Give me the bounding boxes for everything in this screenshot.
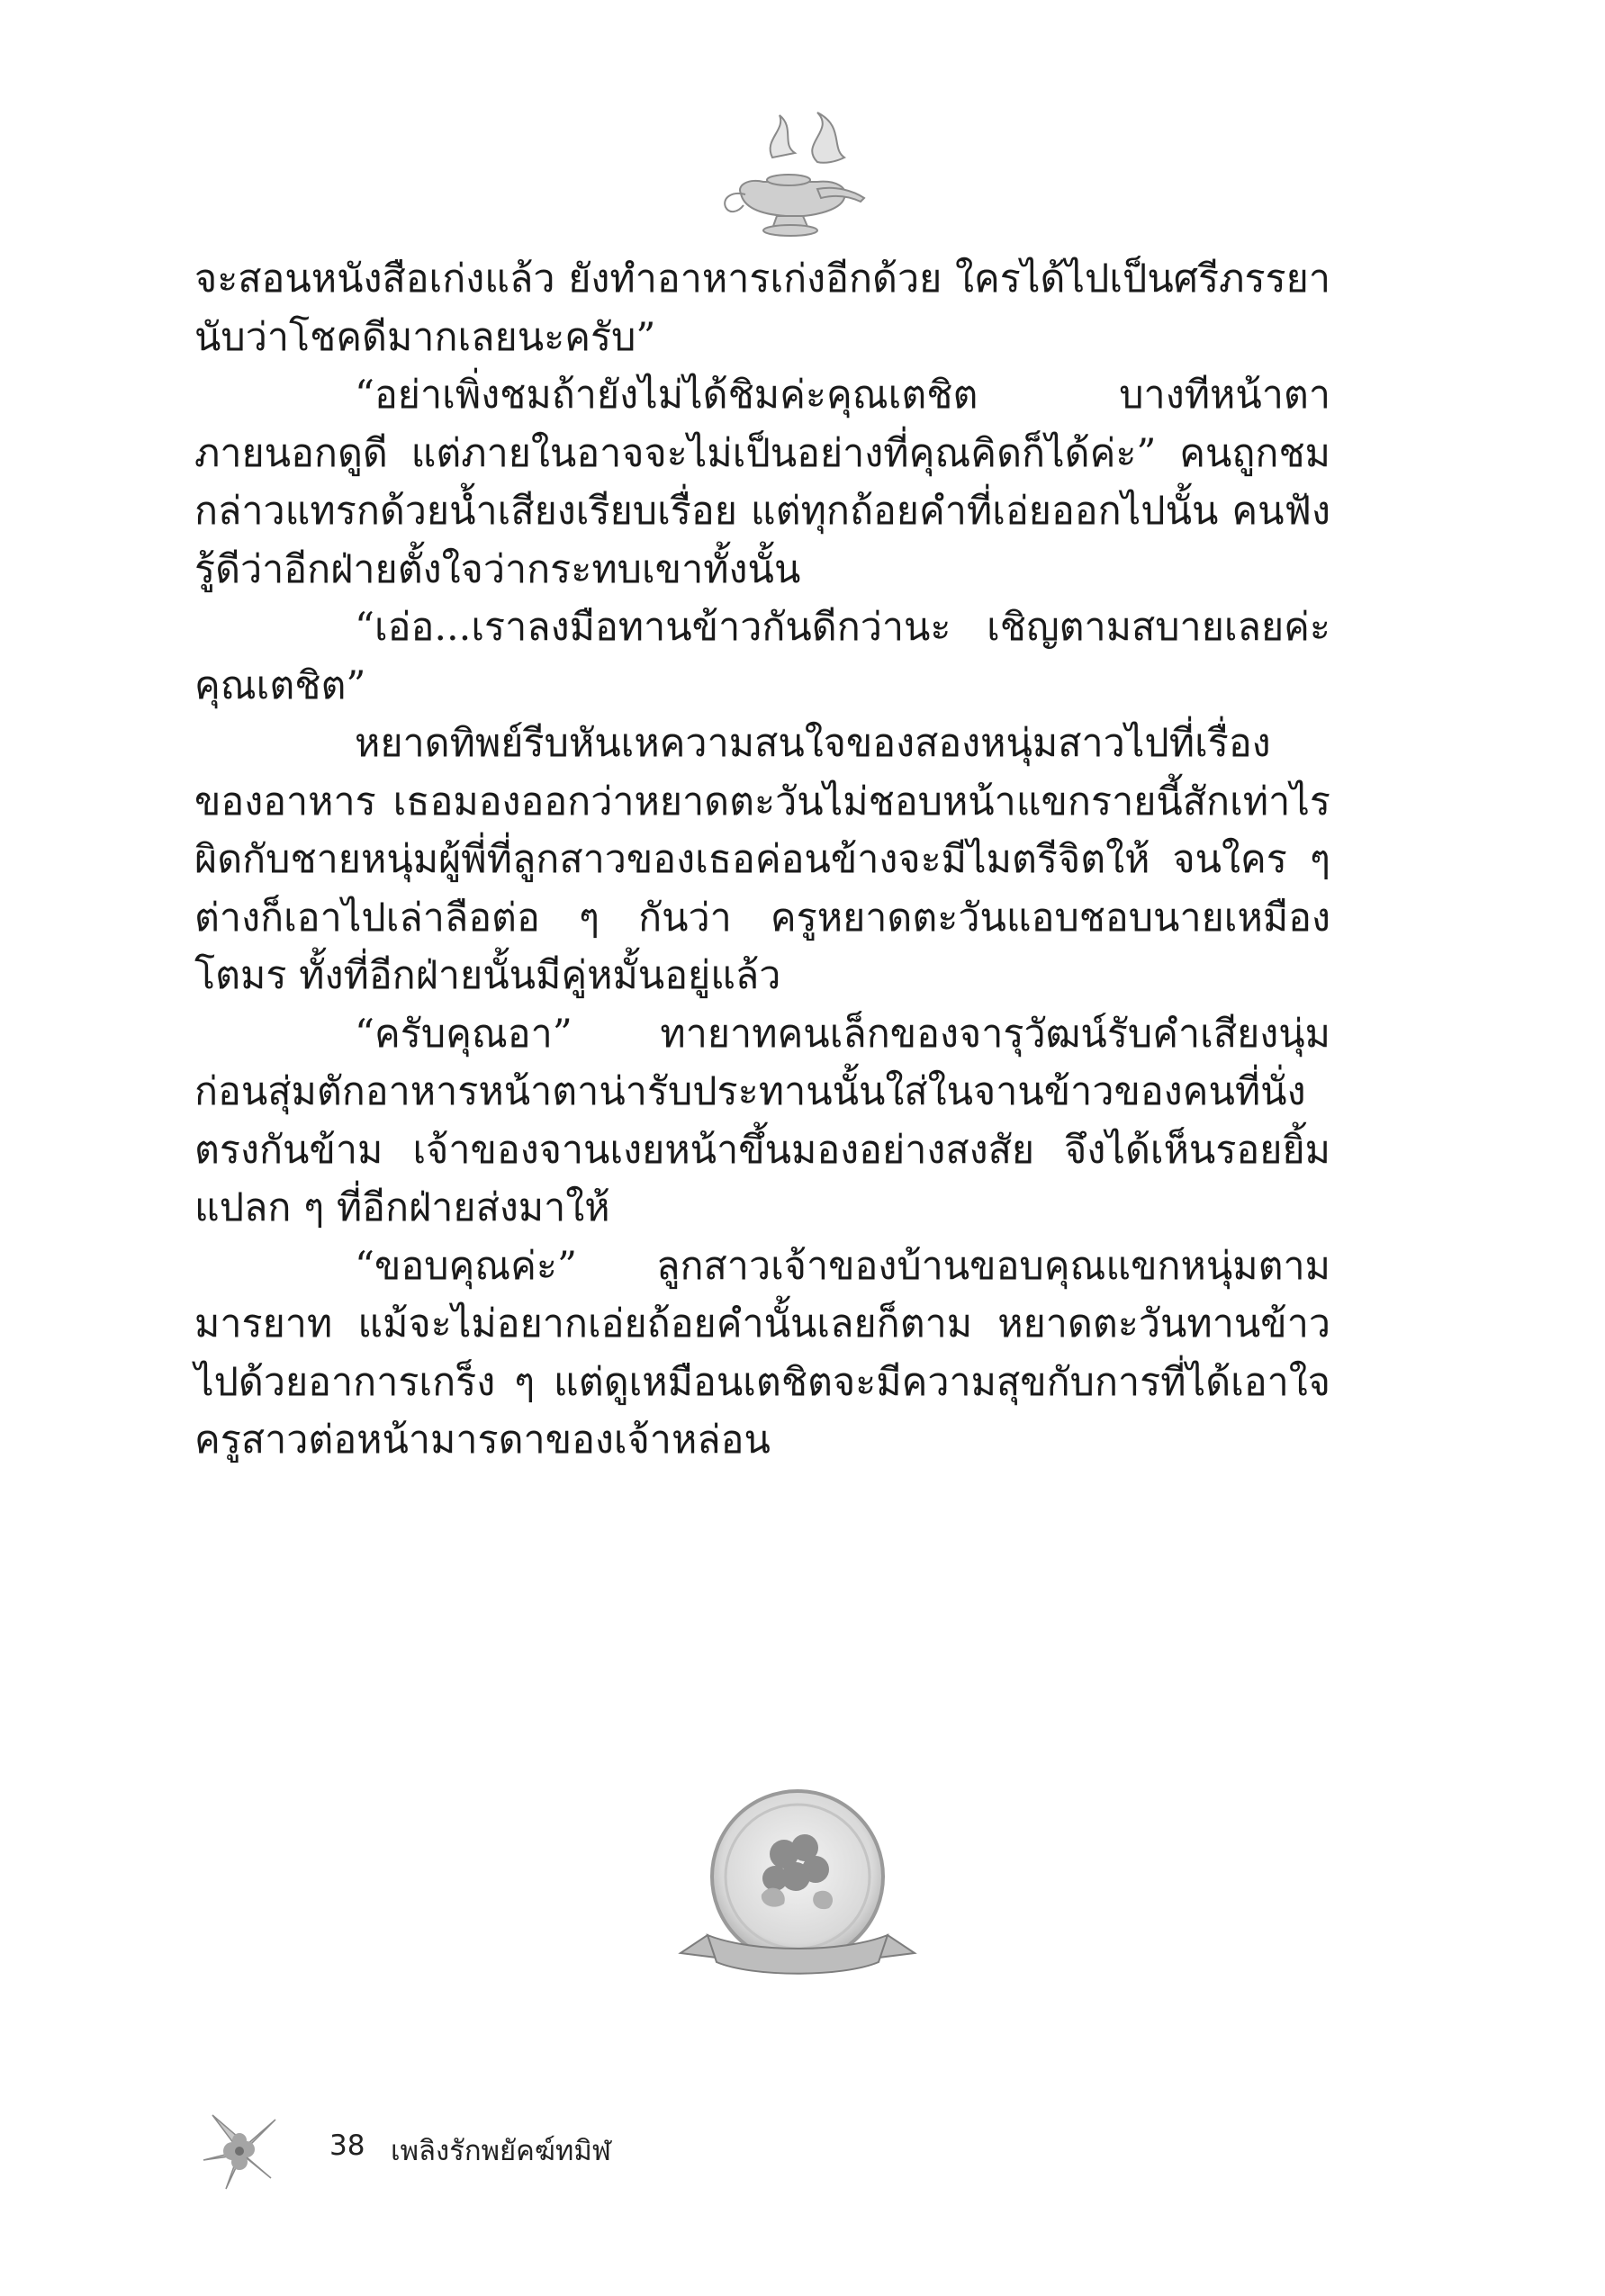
flower-medallion-icon: [663, 1787, 933, 1994]
paragraph: หยาดทิพย์รีบหันเหความสนใจของสองหนุ่มสาวไปที่เรื่องของอาหาร เธอมองออกว่าหยาดตะวันไม่ชอบหน้าแขกรายนี้สักเท่าไรผิดกับชายหนุ่มผู้พี่ที่ลูกสาวของเธอค่อนข้างจะมีไมตรีจิตให้ จนใคร ๆ ต่างก็เอาไปเล่าลือต่อ ๆ กันว่า ครูหยาดตะวันแอบชอบนายเหมืองโตมร ทั้งที่อีกฝ่ายนั้นมีคู่หมั้นอยู่แล้ว: [194, 721, 1330, 998]
paragraph: “อย่าเพิ่งชมถ้ายังไม่ได้ชิมค่ะคุณเตชิต บางทีหน้าตาภายนอกดูดี แต่ภายในอาจจะไม่เป็นอย่างที่คุณคิดก็ได้ค่ะ” คนถูกชมกล่าวแทรกด้วยน้ำเสียงเรียบเรื่อย แต่ทุกถ้อยคำที่เอ่ยออกไปนั้น คนฟังรู้ดีว่าอีกฝ่ายตั้งใจว่ากระทบเขาทั้งนั้น: [194, 373, 1330, 592]
oil-lamp-icon: [709, 108, 871, 243]
page-footer: [194, 2106, 825, 2196]
book-title: เพลิงรักพยัคฆ์ทมิฬ: [391, 2135, 611, 2167]
body-text: [194, 250, 1330, 1470]
paragraph: จะสอนหนังสือเก่งแล้ว ยังทำอาหารเก่งอีกด้วย ใครได้ไปเป็นศรีภรรยานับว่าโชคดีมากเลยนะครับ”: [194, 257, 1330, 360]
paragraph: “เอ่อ...เราลงมือทานข้าวกันดีกว่านะ เชิญตามสบายเลยค่ะคุณเตชิต”: [194, 605, 1330, 708]
paragraph: “ครับคุณอา” ทายาทคนเล็กของจารุวัฒน์รับคำเสียงนุ่ม ก่อนสุ่มตักอาหารหน้าตาน่ารับประทานนั้นใส่ในจานข้าวของคนที่นั่งตรงกันข้าม เจ้าของจานเงยหน้าขึ้นมองอย่างสงสัย จึงได้เห็นรอยยิ้มแปลก ๆ ที่อีกฝ่ายส่งมาให้: [194, 1011, 1330, 1230]
paragraph: “ขอบคุณค่ะ” ลูกสาวเจ้าของบ้านขอบคุณแขกหนุ่มตามมารยาท แม้จะไม่อยากเอ่ยถ้อยคำนั้นเลยก็ตาม หยาดตะวันทานข้าวไปด้วยอาการเกร็ง ๆ แต่ดูเหมือนเตชิตจะมีความสุขกับการที่ได้เอาใจครูสาวต่อหน้ามารดาของเจ้าหล่อน: [194, 1243, 1330, 1463]
page-number: 38: [329, 2129, 365, 2162]
flower-cluster-icon: [194, 2106, 284, 2196]
